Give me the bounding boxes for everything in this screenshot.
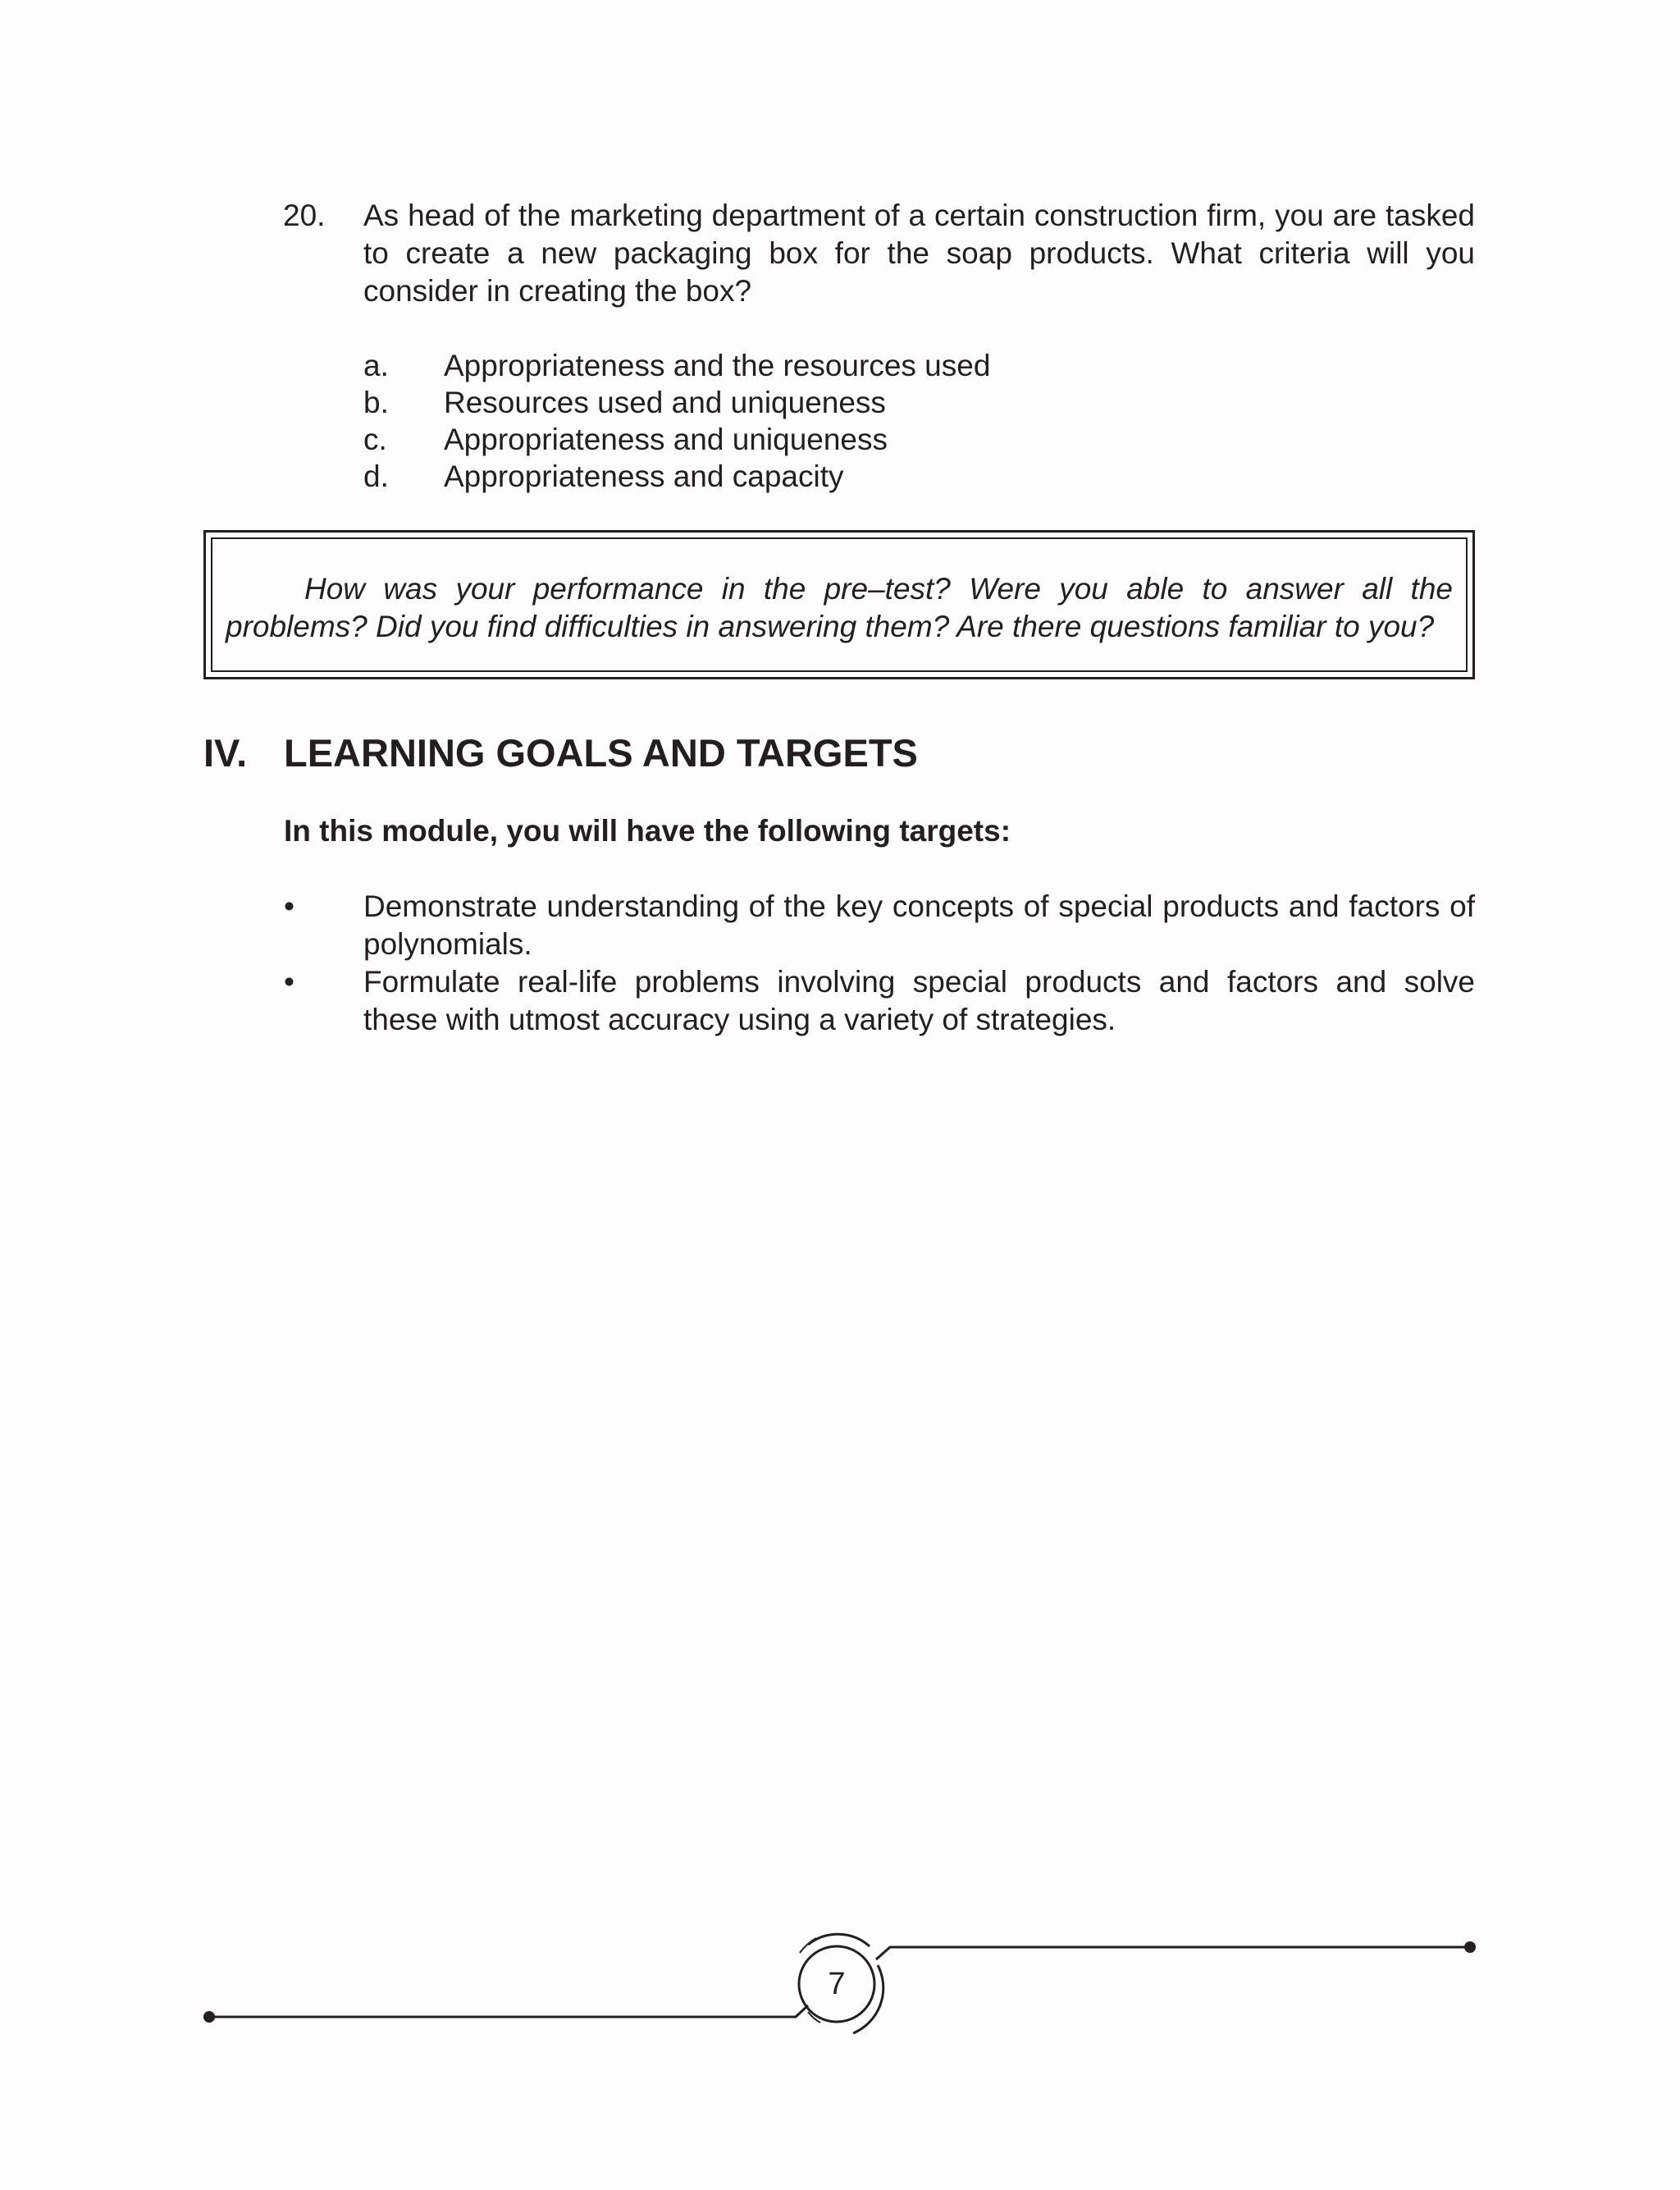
reflection-box xyxy=(203,530,1475,679)
choice-text: Resources used and uniqueness xyxy=(444,386,886,419)
footer-line-right xyxy=(876,1947,1470,1959)
reflection-text: How was your performance in the pre–test? Were you able to answer all the problems? Did you find difficulties in answering them? Are there questions familiar to you? xyxy=(226,572,1453,643)
choice-letter: c. xyxy=(363,423,387,456)
question-number: 20. xyxy=(283,199,326,232)
section-title: LEARNING GOALS AND TARGETS xyxy=(284,731,918,775)
choice-text: Appropriateness and uniqueness xyxy=(444,423,888,456)
section-intro: In this module, you will have the following targets: xyxy=(284,814,1011,848)
footer-dot-left xyxy=(203,2011,215,2023)
choice-letter: d. xyxy=(363,459,389,493)
bullet-text: Formulate real-life problems involving special products and factors and solve these with utmost accuracy using a variety of strategies. xyxy=(363,965,1475,1036)
page-number-arc-top xyxy=(808,1934,870,1946)
page-number-arc-top-small xyxy=(800,1938,816,1953)
bullet-text: Demonstrate understanding of the key concepts of special products and factors of polynomials. xyxy=(363,889,1475,961)
bullet-symbol: • xyxy=(284,889,294,923)
question-text: As head of the marketing department of a certain construction firm, you are tasked to create a new packaging box for the soap products. What criteria will you consider in creating the box? xyxy=(363,199,1475,308)
choice-letter: a. xyxy=(363,349,389,382)
footer-line-left xyxy=(209,2005,808,2017)
choice-text: Appropriateness and the resources used xyxy=(444,349,991,382)
section-numeral: IV. xyxy=(203,731,248,775)
bullet-symbol: • xyxy=(284,965,294,999)
choice-letter: b. xyxy=(363,386,389,419)
page-number: 7 xyxy=(828,1967,846,2001)
choice-text: Appropriateness and capacity xyxy=(444,459,844,493)
footer-dot-right xyxy=(1464,1941,1476,1953)
